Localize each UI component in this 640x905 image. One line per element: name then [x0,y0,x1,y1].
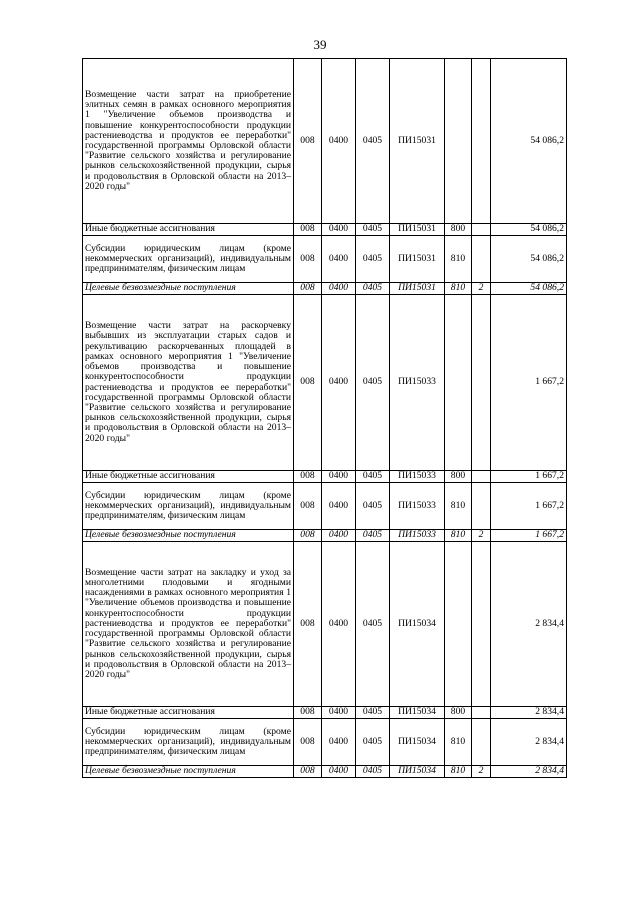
target-article-code: ПИ15033 [390,295,445,471]
ministry-code: 008 [294,542,322,707]
expense-type-code [445,295,472,471]
row-name: Субсидии юридическим лицам (кроме некоммерческих организаций), индивидуальным предпринимателям, физическим лицам [83,719,294,766]
section-code: 0400 [322,295,356,471]
amount: 54 086,2 [491,283,567,295]
funding-source-code [472,707,491,719]
funding-source-code [472,59,491,224]
target-article-code: ПИ15034 [390,719,445,766]
funding-source-code: 2 [472,766,491,778]
amount: 1 667,2 [491,483,567,530]
funding-source-code [472,295,491,471]
page-number: 39 [313,37,327,52]
expense-type-code: 810 [445,766,472,778]
section-code: 0400 [322,766,356,778]
expense-type-code [445,542,472,707]
amount: 2 834,4 [491,542,567,707]
table-row [83,236,567,283]
table-row [83,542,567,707]
amount: 54 086,2 [491,236,567,283]
table-row [83,766,567,778]
section-code: 0400 [322,471,356,483]
subsection-code: 0405 [356,295,390,471]
table-row [83,295,567,471]
expense-type-code: 810 [445,283,472,295]
row-name: Возмещение части затрат на раскорчевку выбывших из эксплуатации старых садов и рекультивацию раскорчеванных площадей в рамках основного мероприятия 1 "Увеличение объемов производства и повышение конкурентоспособности продукции растениеводства и продуктов ее переработки" государственной программы Орловской области "Развитие сельского хозяйства и регулирование рынков сельскохозяйственной продукции, сырья и продовольствия в Орловской области на 2013–2020 годы" [83,295,294,471]
section-code: 0400 [322,542,356,707]
target-article-code: ПИ15031 [390,59,445,224]
target-article-code: ПИ15033 [390,483,445,530]
subsection-code: 0405 [356,471,390,483]
row-name: Целевые безвозмездные поступления [83,530,294,542]
expense-type-code: 800 [445,707,472,719]
section-code: 0400 [322,707,356,719]
table-row [83,483,567,530]
funding-source-code [472,719,491,766]
amount: 2 834,4 [491,707,567,719]
funding-source-code [472,224,491,236]
ministry-code: 008 [294,766,322,778]
target-article-code: ПИ15034 [390,542,445,707]
funding-source-code [472,542,491,707]
expense-type-code: 810 [445,530,472,542]
row-name: Субсидии юридическим лицам (кроме некоммерческих организаций), индивидуальным предпринимателям, физическим лицам [83,236,294,283]
subsection-code: 0405 [356,530,390,542]
row-name: Возмещение части затрат на закладку и уход за многолетними плодовыми и ягодными насаждениями в рамках основного мероприятия 1 "Увеличение объемов производства и повышение конкурентоспособности продукции растениеводства и продуктов ее переработки" государственной программы Орловской области "Развитие сельского хозяйства и регулирование рынков сельскохозяйственной продукции, сырья и продовольствия в Орловской области на 2013–2020 годы" [83,542,294,707]
expense-type-code: 810 [445,483,472,530]
section-code: 0400 [322,530,356,542]
amount: 1 667,2 [491,295,567,471]
row-name: Целевые безвозмездные поступления [83,283,294,295]
target-article-code: ПИ15031 [390,224,445,236]
subsection-code: 0405 [356,707,390,719]
amount: 2 834,4 [491,719,567,766]
ministry-code: 008 [294,295,322,471]
amount: 2 834,4 [491,766,567,778]
funding-source-code: 2 [472,530,491,542]
ministry-code: 008 [294,719,322,766]
row-name: Иные бюджетные ассигнования [83,707,294,719]
funding-source-code [472,471,491,483]
row-name: Субсидии юридическим лицам (кроме некоммерческих организаций), индивидуальным предпринимателям, физическим лицам [83,483,294,530]
ministry-code: 008 [294,530,322,542]
expense-type-code: 810 [445,719,472,766]
table-row [83,283,567,295]
expense-type-code: 810 [445,236,472,283]
target-article-code: ПИ15034 [390,707,445,719]
subsection-code: 0405 [356,483,390,530]
row-name: Возмещение части затрат на приобретение элитных семян в рамках основного мероприятия 1 "Увеличение объемов производства и повышение конкурентоспособности продукции растениеводства и продуктов ее переработки" государственной программы Орловской области "Развитие сельского хозяйства и регулирование рынков сельскохозяйственной продукции, сырья и продовольствия в Орловской области на 2013–2020 годы" [83,59,294,224]
table-row [83,530,567,542]
budget-table [82,58,567,778]
expense-type-code: 800 [445,224,472,236]
target-article-code: ПИ15033 [390,530,445,542]
row-name: Иные бюджетные ассигнования [83,224,294,236]
section-code: 0400 [322,719,356,766]
ministry-code: 008 [294,59,322,224]
amount: 54 086,2 [491,59,567,224]
amount: 1 667,2 [491,530,567,542]
table-row [83,59,567,224]
funding-source-code [472,236,491,283]
section-code: 0400 [322,59,356,224]
ministry-code: 008 [294,707,322,719]
subsection-code: 0405 [356,224,390,236]
table-row [83,471,567,483]
subsection-code: 0405 [356,542,390,707]
table-row [83,224,567,236]
target-article-code: ПИ15031 [390,283,445,295]
table-row [83,719,567,766]
ministry-code: 008 [294,483,322,530]
amount: 1 667,2 [491,471,567,483]
table-row [83,707,567,719]
ministry-code: 008 [294,283,322,295]
section-code: 0400 [322,483,356,530]
funding-source-code: 2 [472,283,491,295]
subsection-code: 0405 [356,766,390,778]
section-code: 0400 [322,224,356,236]
expense-type-code: 800 [445,471,472,483]
section-code: 0400 [322,283,356,295]
target-article-code: ПИ15034 [390,766,445,778]
section-code: 0400 [322,236,356,283]
subsection-code: 0405 [356,719,390,766]
ministry-code: 008 [294,224,322,236]
target-article-code: ПИ15033 [390,471,445,483]
amount: 54 086,2 [491,224,567,236]
row-name: Иные бюджетные ассигнования [83,471,294,483]
funding-source-code [472,483,491,530]
subsection-code: 0405 [356,283,390,295]
target-article-code: ПИ15031 [390,236,445,283]
subsection-code: 0405 [356,59,390,224]
subsection-code: 0405 [356,236,390,283]
row-name: Целевые безвозмездные поступления [83,766,294,778]
expense-type-code [445,59,472,224]
ministry-code: 008 [294,471,322,483]
ministry-code: 008 [294,236,322,283]
